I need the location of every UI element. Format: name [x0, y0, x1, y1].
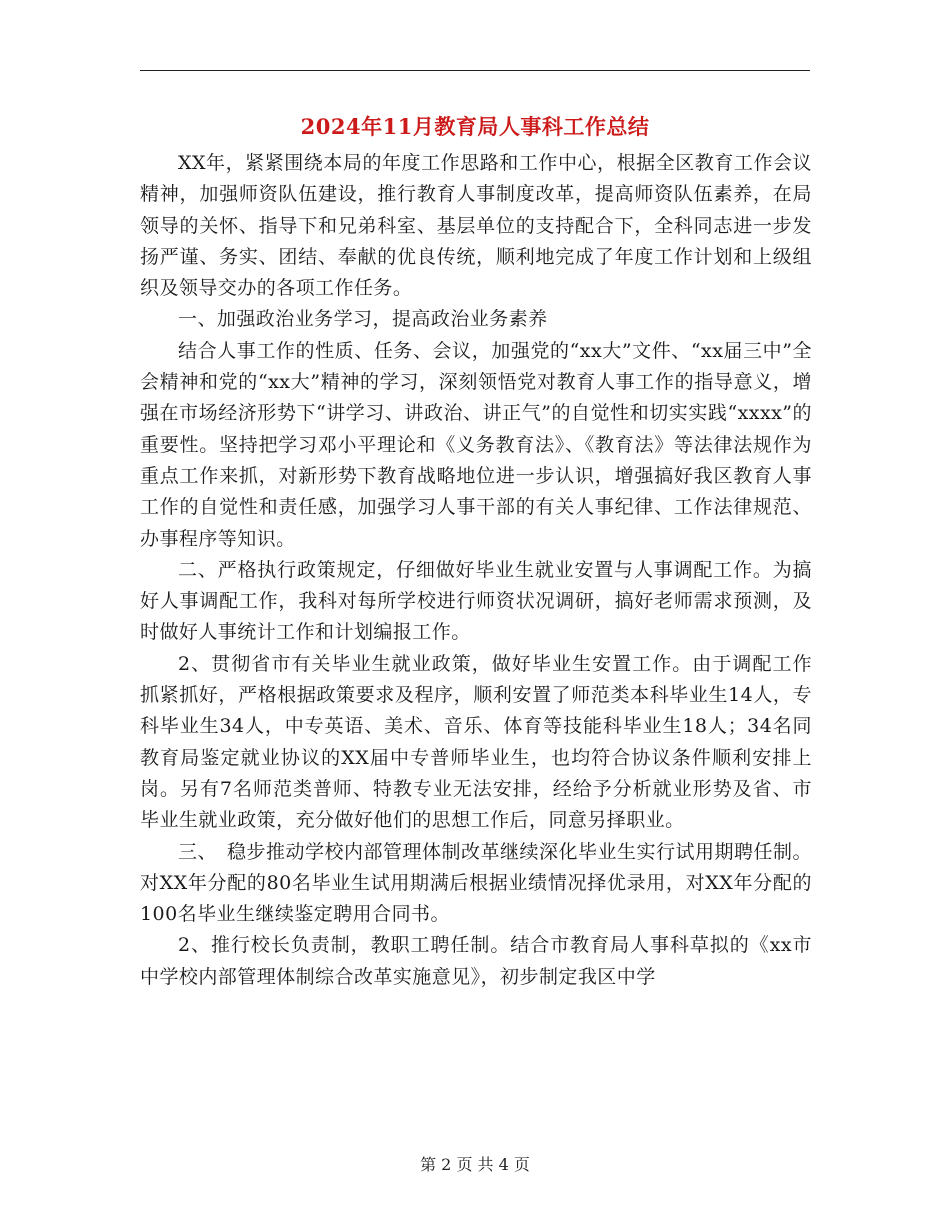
paragraph-intro: XX年，紧紧围绕本局的年度工作思路和工作中心，根据全区教育工作会议精神，加强师资队伍建设，推行教育人事制度改革，提高师资队伍素养，在局领导的关怀、指导下和兄弟科室、基层单位的支持配合下，全科同志进一步发扬严谨、务实、团结、奉献的优良传统，顺利地完成了年度工作计划和上级组织及领导交办的各项工作任务。 — [140, 152, 812, 300]
section-heading-1: 一、加强政治业务学习，提高政治业务素养 — [178, 308, 548, 331]
section-heading-3: 三、 稳步推动学校内部管理体制改革继续深化毕业生实行试用期聘任制。对XX年分配的80名毕业生试用期满后根据业绩情况择优录用，对XX年分配的100名毕业生继续鉴定聘用合同书。 — [140, 840, 812, 926]
section-heading-2: 二、严格执行政策规定，仔细做好毕业生就业安置与人事调配工作。为搞好人事调配工作，我科对每所学校进行师资状况调研，搞好老师需求预测，及时做好人事统计工作和计划编报工作。 — [140, 558, 812, 644]
document-body — [140, 148, 812, 993]
paragraph-principal: 2、推行校长负责制，教职工聘任制。结合市教育局人事科草拟的《xx市中学校内部管理体制综合改革实施意见》，初步制定我区中学 — [140, 934, 812, 988]
header-rule — [140, 70, 810, 71]
document-title: 2024年11月教育局人事科工作总结 — [300, 114, 650, 139]
paragraph-graduates: 2、贯彻省市有关毕业生就业政策，做好毕业生安置工作。由于调配工作抓紧抓好，严格根据政策要求及程序，顺利安置了师范类本科毕业生14人，专科毕业生34人，中专英语、美术、音乐、体育等技能科毕业生18人；34名同教育局鉴定就业协议的XX届中专普师毕业生，也均符合协议条件顺利安排上岗。另有7名师范类普师、特教专业无法安排，经给予分析就业形势及省、市毕业生就业政策，充分做好他们的思想工作后，同意另择职业。 — [140, 652, 812, 832]
page-footer: 第 2 页 共 4 页 — [420, 1155, 530, 1174]
paragraph-study: 结合人事工作的性质、任务、会议，加强党的“xx大”文件、“xx届三中”全会精神和党的“xx大”精神的学习，深刻领悟党对教育人事工作的指导意义，增强在市场经济形势下“讲学习、讲政治、讲正气”的自觉性和切实实践“xxxx”的重要性。坚持把学习邓小平理论和《义务教育法》、《教育法》等法律法规作为重点工作来抓，对新形势下教育战略地位进一步认识，增强搞好我区教育人事工作的自觉性和责任感，加强学习人事干部的有关人事纪律、工作法律规范、办事程序等知识。 — [140, 339, 812, 550]
